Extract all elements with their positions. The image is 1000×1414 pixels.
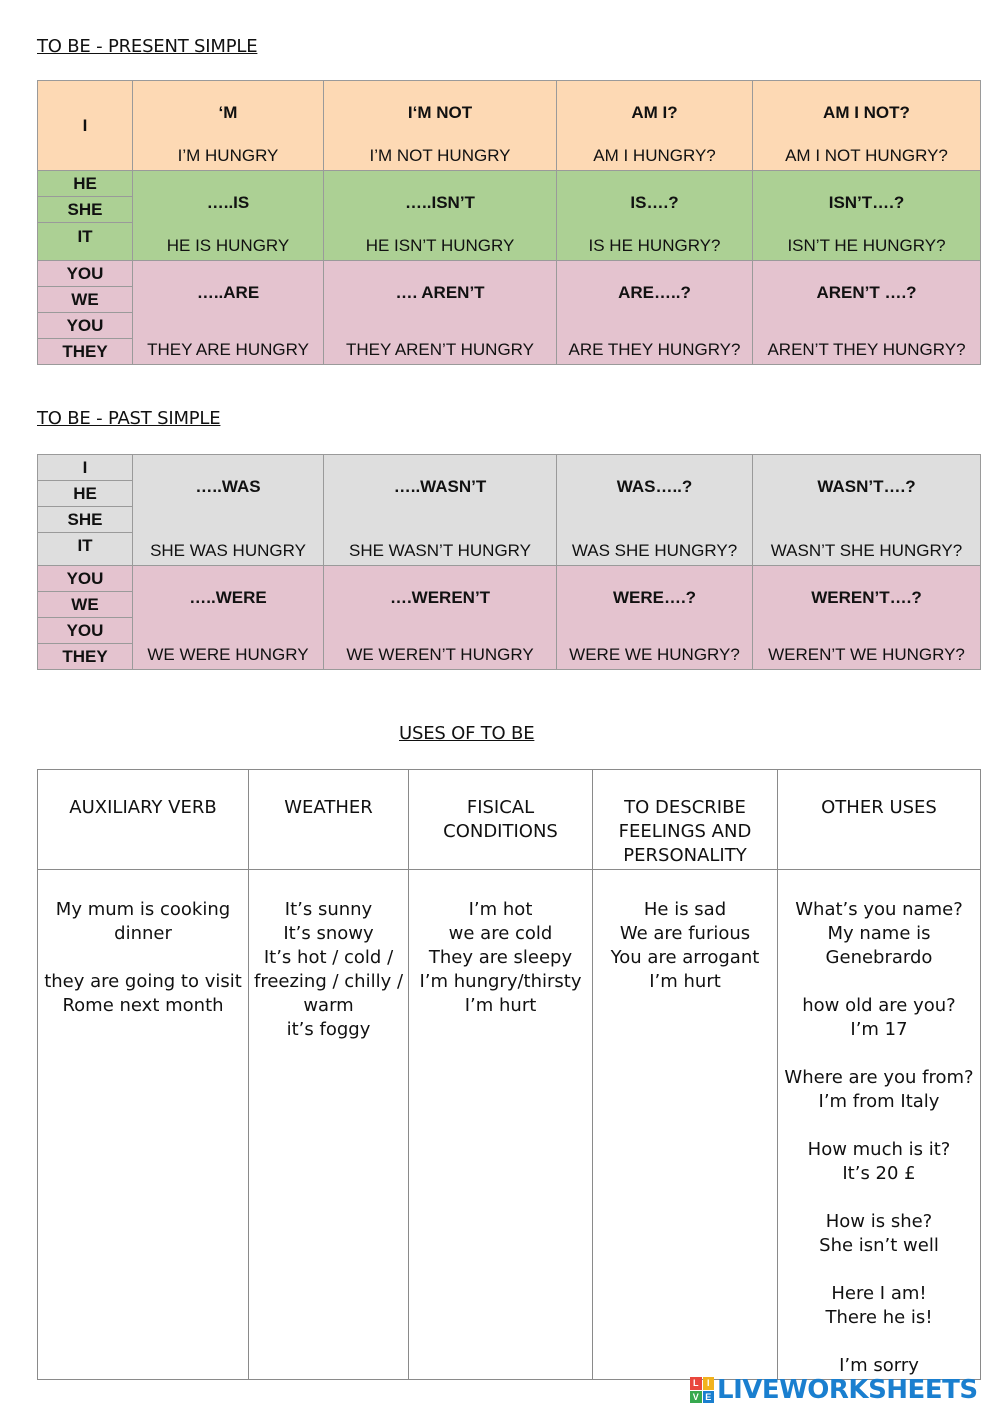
negative-cell: …..ISN’T HE ISN’T HUNGRY xyxy=(324,171,557,261)
affirmative-cell: …..WERE WE WERE HUNGRY xyxy=(133,566,324,670)
text-line: dinner xyxy=(114,923,172,944)
line-gap xyxy=(780,1186,978,1210)
table-row xyxy=(38,261,981,287)
pronoun-cell: THEY xyxy=(38,644,133,670)
text-line: What’s you name? xyxy=(795,899,963,920)
line-gap xyxy=(780,1330,978,1354)
text-line: PERSONALITY xyxy=(623,845,747,866)
pronoun-cell: SHE xyxy=(38,507,133,533)
text-line: How is she? xyxy=(825,1211,933,1232)
pronoun-cell: THEY xyxy=(38,339,133,365)
physical-conditions-examples xyxy=(409,870,593,1380)
line-gap xyxy=(780,1258,978,1282)
negative-cell: …. AREN’T THEY AREN’T HUNGRY xyxy=(324,261,557,365)
uses-header-row xyxy=(38,770,981,870)
text-line: My mum is cooking xyxy=(55,899,231,920)
table-row xyxy=(38,566,981,592)
column-header xyxy=(778,770,981,870)
liveworksheets-logo-icon xyxy=(690,1377,714,1403)
text-line: Where are you from? xyxy=(784,1067,974,1088)
text-line: I’m from Italy xyxy=(818,1091,940,1112)
question-cell: WERE….? WERE WE HUNGRY? xyxy=(557,566,753,670)
text-line: It’s hot / cold / xyxy=(263,947,394,968)
pronoun-cell: SHE xyxy=(38,197,133,223)
negative-question-cell: AM I NOT? AM I NOT HUNGRY? xyxy=(753,81,981,171)
affirmative-cell: ‘M I’M HUNGRY xyxy=(133,81,324,171)
text-line: She isn’t well xyxy=(819,1235,939,1256)
text-line: freezing / chilly / xyxy=(253,971,404,992)
text-line: They are sleepy xyxy=(428,947,573,968)
table-row xyxy=(38,455,981,481)
question-cell: AM I? AM I HUNGRY? xyxy=(557,81,753,171)
weather-examples xyxy=(249,870,409,1380)
feelings-examples xyxy=(593,870,778,1380)
text-line: It’s 20 £ xyxy=(842,1163,916,1184)
pronoun-cell: IT xyxy=(38,223,133,261)
text-line: We are furious xyxy=(619,923,751,944)
text-line: I’m 17 xyxy=(850,1019,908,1040)
negative-question-cell: WEREN’T….? WEREN’T WE HUNGRY? xyxy=(753,566,981,670)
past-simple-heading: TO BE - PAST SIMPLE xyxy=(37,408,221,429)
text-line: AUXILIARY VERB xyxy=(69,797,217,818)
text-line: Rome next month xyxy=(62,995,224,1016)
text-line: It’s snowy xyxy=(283,923,374,944)
text-line: FISICAL xyxy=(466,797,535,818)
text-line: how old are you? xyxy=(802,995,956,1016)
question-cell: IS….? IS HE HUNGRY? xyxy=(557,171,753,261)
present-simple-table xyxy=(37,80,981,365)
uses-body-row xyxy=(38,870,981,1380)
text-line: I’m hurt xyxy=(464,995,537,1016)
affirmative-cell: …..WAS SHE WAS HUNGRY xyxy=(133,455,324,566)
text-line: I’m hungry/thirsty xyxy=(419,971,582,992)
pronoun-cell: I xyxy=(38,455,133,481)
line-gap xyxy=(780,970,978,994)
negative-cell: …..WASN’T SHE WASN’T HUNGRY xyxy=(324,455,557,566)
pronoun-cell: I xyxy=(38,81,133,171)
pronoun-cell: HE xyxy=(38,481,133,507)
question-cell: ARE…..? ARE THEY HUNGRY? xyxy=(557,261,753,365)
pronoun-cell: HE xyxy=(38,171,133,197)
text-line: they are going to visit xyxy=(44,971,242,992)
text-line: You are arrogant xyxy=(610,947,760,968)
line-gap xyxy=(780,1114,978,1138)
text-line: Genebrardo xyxy=(825,947,933,968)
line-gap xyxy=(780,1042,978,1066)
pronoun-cell: YOU xyxy=(38,313,133,339)
logo-letter: E xyxy=(703,1391,715,1404)
text-line: Here I am! xyxy=(831,1283,927,1304)
text-line: TO DESCRIBE xyxy=(624,797,746,818)
question-cell: WAS…..? WAS SHE HUNGRY? xyxy=(557,455,753,566)
text-line: There he is! xyxy=(825,1307,933,1328)
negative-cell: I‘M NOT I’M NOT HUNGRY xyxy=(324,81,557,171)
other-uses-examples xyxy=(778,870,981,1380)
negative-cell: ….WEREN’T WE WEREN’T HUNGRY xyxy=(324,566,557,670)
logo-letter: L xyxy=(690,1377,702,1390)
text-line: warm xyxy=(303,995,354,1016)
column-header xyxy=(38,770,249,870)
liveworksheets-brand xyxy=(690,1372,978,1408)
text-line: I’m hot xyxy=(468,899,533,920)
text-line: FEELINGS AND xyxy=(618,821,752,842)
present-simple-heading: TO BE - PRESENT SIMPLE xyxy=(37,36,258,57)
affirmative-cell: …..IS HE IS HUNGRY xyxy=(133,171,324,261)
negative-question-cell: WASN’T….? WASN’T SHE HUNGRY? xyxy=(753,455,981,566)
column-header xyxy=(409,770,593,870)
text-line: He is sad xyxy=(643,899,727,920)
negative-question-cell: ISN’T….? ISN’T HE HUNGRY? xyxy=(753,171,981,261)
pronoun-cell: IT xyxy=(38,533,133,566)
affirmative-cell: …..ARE THEY ARE HUNGRY xyxy=(133,261,324,365)
text-line: I’m hurt xyxy=(649,971,721,992)
pronoun-cell: YOU xyxy=(38,261,133,287)
text-line: CONDITIONS xyxy=(443,821,558,842)
logo-letter: I xyxy=(703,1377,715,1390)
past-simple-table xyxy=(37,454,981,670)
uses-table xyxy=(37,769,981,1380)
line-gap xyxy=(40,946,246,970)
negative-question-cell: AREN’T ….? AREN’T THEY HUNGRY? xyxy=(753,261,981,365)
text-line: It’s sunny xyxy=(284,899,373,920)
liveworksheets-wordmark: LIVEWORKSHEETS xyxy=(717,1375,978,1405)
text-line: How much is it? xyxy=(807,1139,951,1160)
auxiliary-verb-examples xyxy=(38,870,249,1380)
pronoun-cell: YOU xyxy=(38,566,133,592)
text-line: OTHER USES xyxy=(821,797,937,818)
pronoun-cell: WE xyxy=(38,592,133,618)
text-line: I’m sorry xyxy=(839,1355,919,1376)
pronoun-cell: WE xyxy=(38,287,133,313)
text-line: we are cold xyxy=(448,923,553,944)
table-row xyxy=(38,171,981,197)
text-line: My name is xyxy=(827,923,931,944)
logo-letter: V xyxy=(690,1391,702,1404)
text-line: it’s foggy xyxy=(286,1019,371,1040)
column-header xyxy=(593,770,778,870)
uses-heading: USES OF TO BE xyxy=(399,723,535,744)
text-line: WEATHER xyxy=(284,797,373,818)
pronoun-cell: YOU xyxy=(38,618,133,644)
column-header xyxy=(249,770,409,870)
table-row xyxy=(38,81,981,171)
